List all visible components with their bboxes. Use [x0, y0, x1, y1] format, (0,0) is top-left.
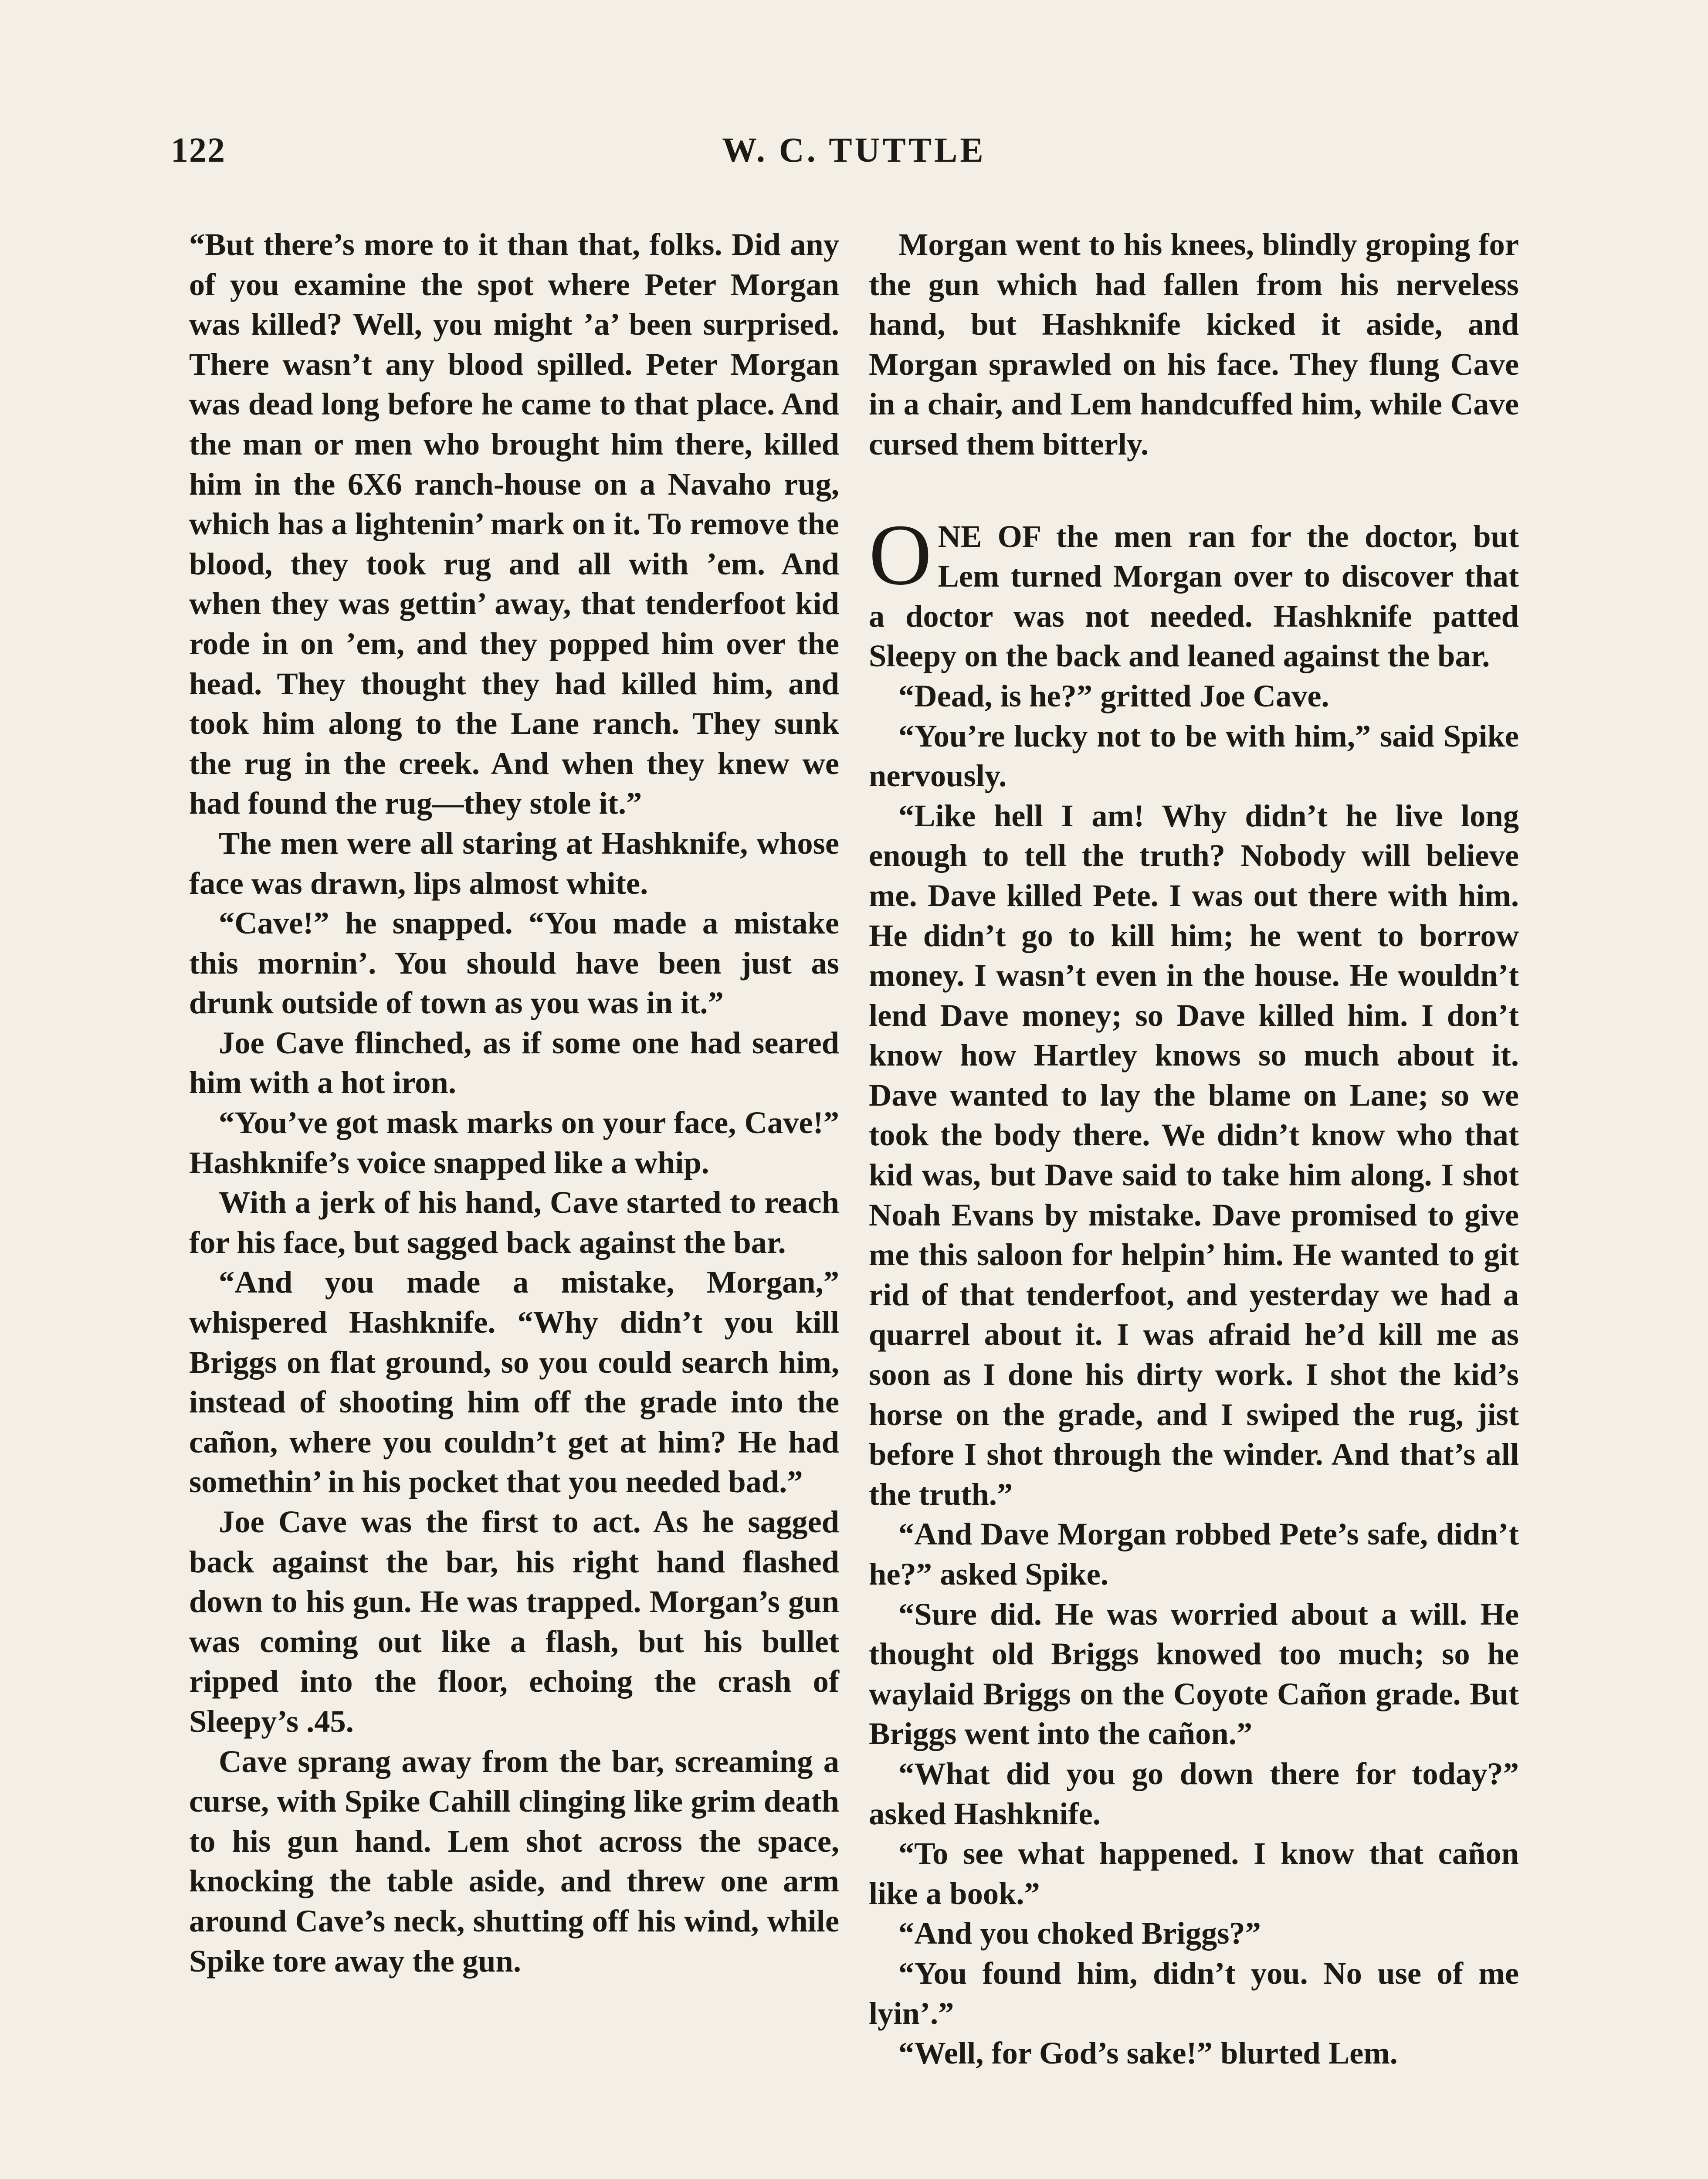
paragraph: “You found him, didn’t you. No use of me lyin’.”	[869, 1955, 1519, 2031]
paragraph: The men were all staring at Hashknife, whose face was drawn, lips almost white.	[189, 825, 839, 901]
paragraph: “But there’s more to it than that, folks. Did any of you examine the spot where Peter Morgan was killed? Well, you might ’a’ been surprised. There wasn’t any blood spilled. Peter Morgan was dead long before he came to that place. And the man or men who brought him there, killed him in the 6X6 ranch-house on a Navaho rug, which has a lightenin’ mark on it. To remove the blood, they took rug and all with ’em. And when they was gettin’ away, that tenderfoot kid rode in on ’em, and they popped him over the head. They thought they had killed him, and took him along to the Lane ranch. They sunk the rug in the creek. And when they knew we had found the rug—they stole it.”	[189, 227, 839, 821]
paragraph: “Like hell I am! Why didn’t he live long enough to tell the truth? Nobody will believe me. Dave killed Pete. I was out there with him. He didn’t go to kill him; he went to borrow money. I wasn’t even in the house. He wouldn’t lend Dave money; so Dave killed him. I don’t know how Hartley knows so much about it. Dave wanted to lay the blame on Lane; so we took the body there. We didn’t know who that kid was, but Dave said to take him along. I shot Noah Evans by mistake. Dave promised to give me this saloon for helpin’ him. He wanted to git rid of that tenderfoot, and yesterday we had a quarrel about it. I was afraid he’d kill me as soon as I done his dirty work. I shot the kid’s horse on the grade, and I swiped the rug, jist before I shot through the winder. And that’s all the truth.”	[869, 798, 1519, 1512]
paragraph: Morgan went to his knees, blindly groping for the gun which had fallen from his nerveless hand, but Hashknife kicked it aside, and Morgan sprawled on his face. They flung Cave in a chair, and Lem handcuffed him, while Cave cursed them bitterly.	[869, 227, 1519, 462]
right-column	[869, 224, 1519, 2073]
paragraph: “You’ve got mask marks on your face, Cave!” Hashknife’s voice snapped like a whip.	[189, 1105, 839, 1180]
paragraph: “And you choked Briggs?”	[898, 1915, 1261, 1951]
paragraph: “Sure did. He was worried about a will. He thought old Briggs knowed too much; so he waylaid Briggs on the Coyote Cañon grade. But Briggs went into the cañon.”	[869, 1596, 1519, 1751]
section-opening-paragraph	[869, 506, 1519, 676]
paragraph: “Well, for God’s sake!” blurted Lem.	[898, 2035, 1398, 2071]
running-head: W. C. TUTTLE	[722, 131, 986, 170]
paragraph: “Dead, is he?” gritted Joe Cave.	[898, 678, 1329, 713]
paragraph: “What did you go down there for today?” asked Hashknife.	[869, 1755, 1519, 1831]
paragraph: “And Dave Morgan robbed Pete’s safe, didn’t he?” asked Spike.	[869, 1516, 1519, 1592]
paragraph: Joe Cave was the first to act. As he sagged back against the bar, his right hand flashed down to his gun. He was trapped. Morgan’s gun was coming out like a flash, but his bullet ripped into the floor, echoing the crash of Sleepy’s .45.	[189, 1504, 839, 1739]
left-column	[189, 224, 839, 1981]
page-number: 122	[171, 131, 226, 170]
paragraph: “And you made a mistake, Morgan,” whispered Hashknife. “Why didn’t you kill Briggs on flat ground, so you could search him, instead of shooting him off the grade into the cañon, where you couldn’t get at him? He had somethin’ in his pocket that you needed bad.”	[189, 1264, 839, 1500]
paragraph: “To see what happened. I know that cañon like a book.”	[869, 1836, 1519, 1911]
section-opening-text: NE OF the men ran for the doctor, but Lem turned Morgan over to discover that a doctor was not needed. Hashknife patted Sleepy on the back and leaned against the bar.	[869, 518, 1519, 674]
paragraph: “Cave!” he snapped. “You made a mistake this mornin’. You should have been just as drunk outside of town as you was in it.”	[189, 905, 839, 1021]
paragraph: With a jerk of his hand, Cave started to reach for his face, but sagged back against the bar.	[189, 1185, 839, 1260]
paragraph: Joe Cave flinched, as if some one had seared him with a hot iron.	[189, 1025, 839, 1100]
drop-cap: O	[869, 506, 932, 603]
paragraph: Cave sprang away from the bar, screaming a curse, with Spike Cahill clinging like grim death to his gun hand. Lem shot across the space, knocking the table aside, and threw one arm around Cave’s neck, shutting off his wind, while Spike tore away the gun.	[189, 1743, 839, 1979]
paragraph: “You’re lucky not to be with him,” said Spike nervously.	[869, 718, 1519, 794]
